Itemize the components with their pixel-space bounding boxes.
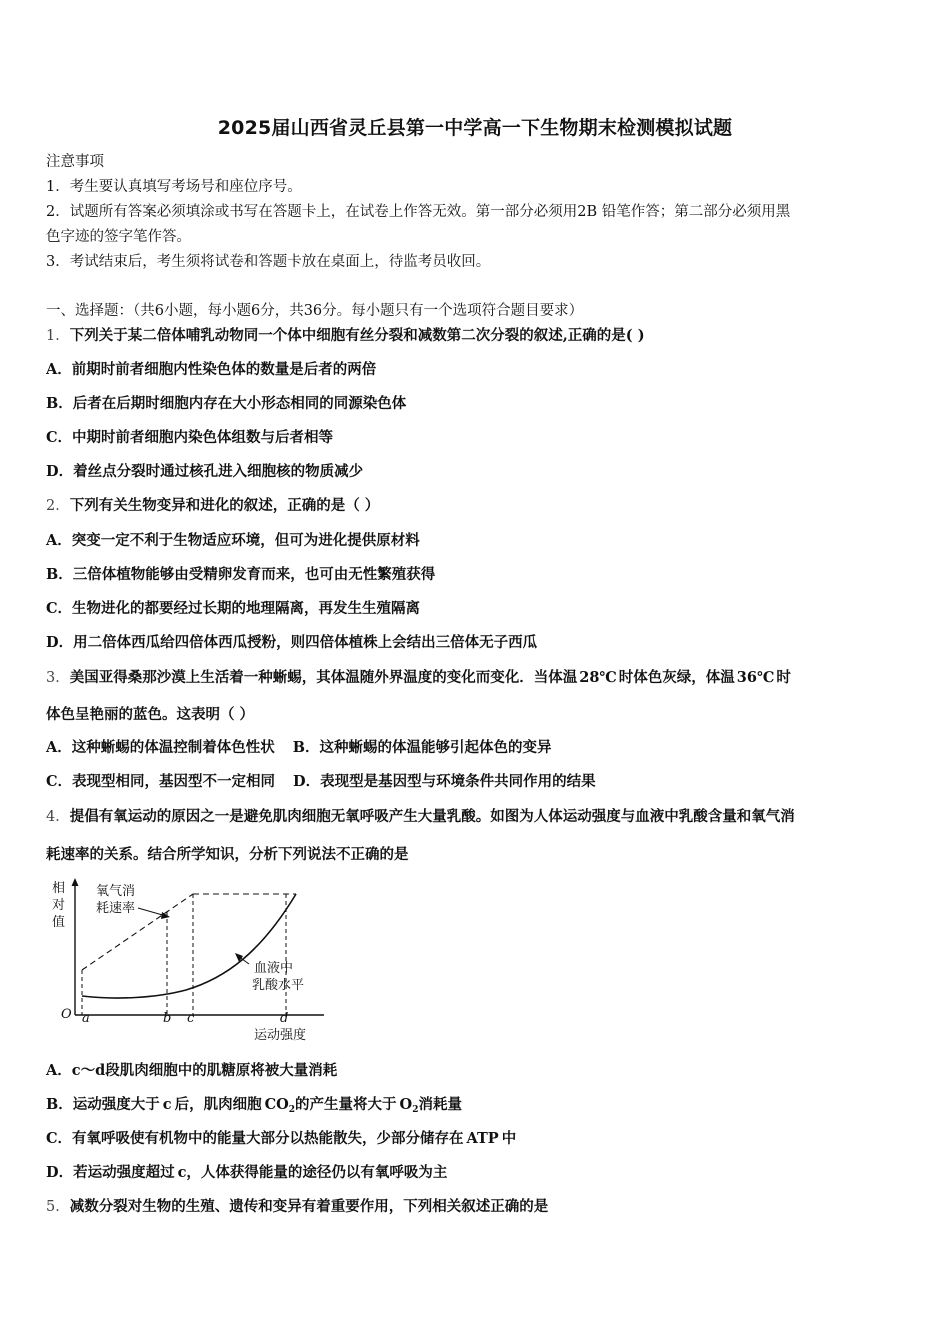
question-2-stem — [46, 496, 379, 516]
subscript: 2 — [288, 1105, 296, 1115]
question-text: 减数分裂对生物的生殖、遗传和变异有着重要作用，下列相关叙述正确的是 — [69, 1198, 549, 1215]
option-text: c～d — [71, 1062, 106, 1079]
notice-item: 3．考试结束后，考生须将试卷和答题卡放在桌面上，待监考员收回。 — [46, 254, 491, 270]
question-2-option-c[interactable] — [46, 599, 420, 619]
option-text: 表现型是基因型与环境条件共同作用的结果 — [320, 773, 596, 790]
question-number: 4． — [46, 809, 70, 825]
option-label: C． — [46, 773, 73, 790]
y-axis-label-char: 对 — [52, 898, 66, 913]
subscript: 2 — [412, 1105, 419, 1115]
option-text: c — [177, 1164, 187, 1181]
question-text: 美国亚得桑那沙漠上生活着一种蜥蜴，其体温随外界温度的变化而变化．当体温 — [69, 669, 578, 686]
question-1-option-a[interactable] — [46, 360, 376, 380]
question-3-stem — [46, 668, 791, 688]
question-3-option-d[interactable] — [293, 773, 596, 790]
question-3-options-row-1 — [46, 738, 552, 758]
question-3-stem-continued: 体色呈艳丽的蓝色。这表明（ ） — [46, 706, 255, 723]
option-label: B． — [46, 1096, 73, 1113]
question-3-option-c[interactable] — [46, 773, 275, 790]
notice-item: 色字迹的签字笔作答。 — [46, 229, 191, 245]
option-text: 消耗量 — [418, 1096, 462, 1113]
oxygen-label: 耗速率 — [96, 901, 136, 916]
option-label: D． — [46, 463, 74, 480]
question-number: 2． — [46, 498, 70, 514]
question-3-option-b[interactable] — [293, 739, 552, 756]
question-number: 3． — [46, 670, 70, 686]
origin-label: O — [61, 1007, 72, 1022]
question-text: 时体色灰绿，体温 — [618, 669, 735, 686]
question-text: 时 — [776, 669, 791, 686]
question-2-option-a[interactable] — [46, 531, 420, 551]
option-label: D． — [46, 1164, 74, 1181]
option-text: 中 — [501, 1130, 517, 1147]
option-text: 运动强度大于 — [72, 1096, 160, 1113]
option-label: D． — [46, 634, 74, 651]
option-label: B． — [46, 566, 73, 583]
question-4-option-b[interactable] — [46, 1095, 462, 1120]
option-text: 段肌肉细胞中的肌糖原将被大量消耗 — [105, 1062, 338, 1079]
option-text: O — [399, 1096, 413, 1113]
question-1-option-d[interactable] — [46, 462, 363, 482]
question-1-option-b[interactable] — [46, 394, 406, 414]
option-text: 中期时前者细胞内染色体组数与后者相等 — [72, 429, 334, 446]
option-text: 有氧呼吸使有机物中的能量大部分以热能散失，少部分储存在 — [72, 1130, 464, 1147]
option-text: ，人体获得能量的途径仍以有氧呼吸为主 — [186, 1164, 448, 1181]
y-axis-label-char: 值 — [52, 915, 66, 930]
option-text: 表现型相同，基因型不一定相同 — [72, 773, 276, 790]
option-text: 前期时前者细胞内性染色体的数量是后者的两倍 — [71, 361, 377, 378]
option-label: C． — [46, 600, 73, 617]
x-axis-label: 运动强度 — [254, 1028, 307, 1043]
question-3-options-row-2 — [46, 772, 596, 792]
lactate-label: 血液中 — [254, 961, 294, 976]
tick-a: a — [82, 1011, 90, 1026]
question-2-option-d[interactable] — [46, 633, 537, 653]
notice-heading: 注意事项 — [46, 154, 104, 170]
option-text: 着丝点分裂时通过核孔进入细胞核的物质减少 — [73, 463, 364, 480]
option-label: D． — [293, 773, 321, 790]
question-4-option-c[interactable] — [46, 1129, 516, 1149]
option-text: 用二倍体西瓜给四倍体西瓜授粉，则四倍体植株上会结出三倍体无子西瓜 — [73, 634, 538, 651]
question-text: 下列有关生物变异和进化的叙述，正确的是（ ） — [69, 497, 380, 514]
page-title: 2025届山西省灵丘县第一中学高一下生物期末检测模拟试题 — [217, 117, 733, 139]
option-text: CO — [264, 1096, 289, 1113]
notice-item: 2．试题所有答案必须填涂或书写在答题卡上，在试卷上作答无效。第一部分必须用2B 铅笔作答；第二部分必须用黑 — [46, 204, 791, 220]
question-3-option-a[interactable] — [46, 739, 275, 756]
question-number: 5． — [46, 1199, 70, 1215]
tick-c: c — [187, 1011, 195, 1026]
option-label: A． — [46, 739, 72, 756]
option-text: 的产生量将大于 — [295, 1096, 397, 1113]
question-5-stem — [46, 1197, 548, 1217]
temperature-value: 36℃ — [736, 669, 775, 686]
option-text: 若运动强度超过 — [73, 1164, 175, 1181]
option-text: 突变一定不利于生物适应环境，但可为进化提供原材料 — [71, 532, 420, 549]
exercise-intensity-figure — [46, 872, 331, 1047]
option-text: 后，肌肉细胞 — [174, 1096, 262, 1113]
question-1-stem — [46, 326, 645, 346]
temperature-value: 28℃ — [579, 669, 617, 686]
option-label: A． — [46, 361, 72, 378]
option-label: C． — [46, 429, 73, 446]
question-text: 提倡有氧运动的原因之一是避免肌肉细胞无氧呼吸产生大量乳酸。如图为人体运动强度与血液中乳酸含量和氧气消 — [69, 808, 795, 825]
option-label: A． — [46, 532, 72, 549]
option-text: 这种蜥蜴的体温能够引起体色的变异 — [319, 739, 552, 756]
section-heading: 一、选择题：（共6小题，每小题6分，共36分。每小题只有一个选项符合题目要求） — [46, 303, 584, 319]
question-text: 下列关于某二倍体哺乳动物同一个体中细胞有丝分裂和减数第二次分裂的叙述,正确的是( ) — [69, 327, 645, 344]
option-label: A． — [46, 1062, 72, 1079]
y-axis-arrow — [72, 878, 79, 886]
question-4-stem — [46, 807, 795, 827]
option-text: 这种蜥蜴的体温控制着体色性状 — [71, 739, 275, 756]
option-label: C． — [46, 1130, 73, 1147]
y-axis-label-char: 相 — [52, 881, 66, 896]
option-label: B． — [292, 739, 320, 756]
question-number: 1． — [46, 328, 70, 344]
oxygen-label: 氧气消 — [96, 884, 136, 899]
option-text: 后者在后期时细胞内存在大小形态相同的同源染色体 — [72, 395, 407, 412]
question-4-option-a[interactable] — [46, 1061, 337, 1081]
notice-item: 1．考生要认真填写考场号和座位序号。 — [46, 179, 302, 195]
option-text: 生物进化的都要经过长期的地理隔离，再发生生殖隔离 — [72, 600, 421, 617]
tick-d: d — [280, 1011, 289, 1026]
option-label: B． — [46, 395, 73, 412]
lactate-label: 乳酸水平 — [252, 978, 305, 993]
option-text: c — [162, 1096, 172, 1113]
question-4-option-d[interactable] — [46, 1163, 447, 1183]
question-4-stem-continued: 耗速率的关系。结合所学知识，分析下列说法不正确的是 — [46, 846, 409, 863]
question-1-option-c[interactable] — [46, 428, 333, 448]
tick-b: b — [163, 1011, 172, 1026]
option-text: ATP — [466, 1130, 499, 1147]
question-2-option-b[interactable] — [46, 565, 435, 585]
option-text: 三倍体植物能够由受精卵发育而来，也可由无性繁殖获得 — [72, 566, 436, 583]
